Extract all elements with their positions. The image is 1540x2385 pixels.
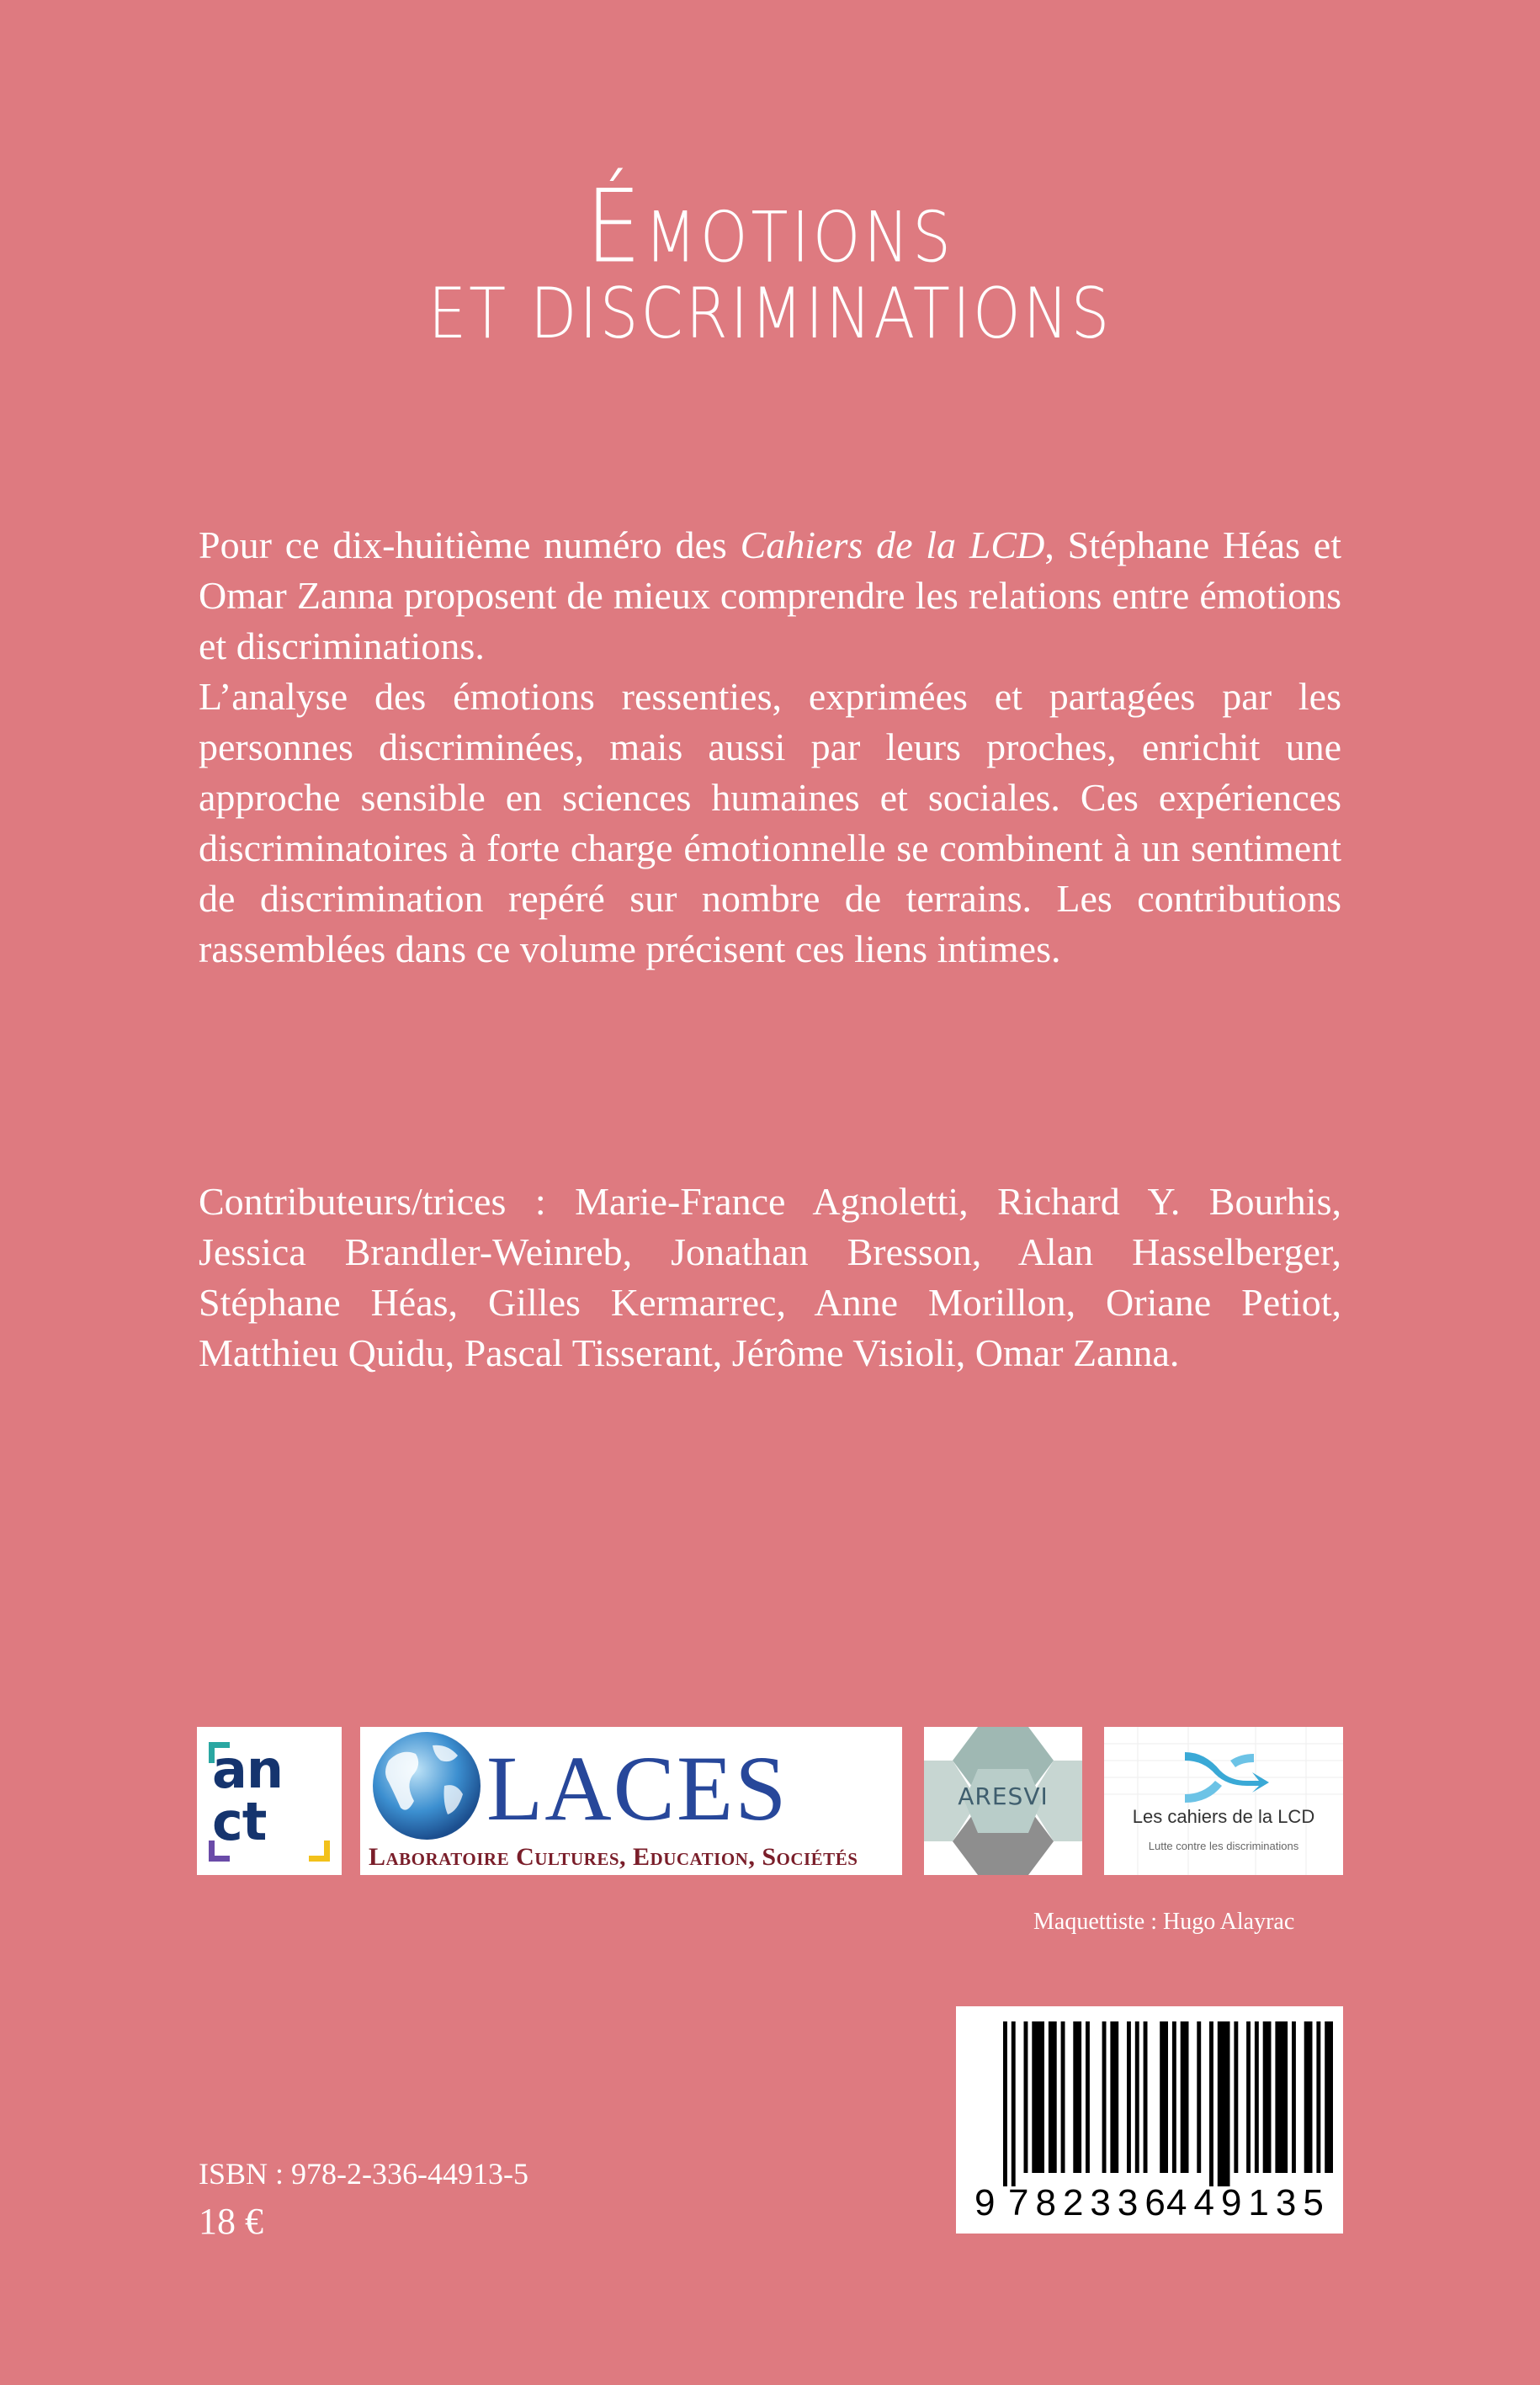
barcode-bar [1049, 2021, 1057, 2173]
anct-line-1: an [212, 1739, 283, 1800]
barcode-bar [1032, 2021, 1044, 2173]
barcode-bar [1160, 2021, 1168, 2173]
barcode-bar [1263, 2021, 1272, 2173]
barcode-bar [1181, 2021, 1189, 2173]
barcode-bar [1209, 2021, 1213, 2186]
summary-p1-end: , Stéphane Héas et Omar Zanna proposent de mieux comprendre les relations entre émotions et discriminations. [199, 523, 1341, 667]
barcode-bar [1086, 2021, 1090, 2173]
barcode-bar [1255, 2021, 1259, 2173]
barcode-digit-group-1: 782336 [1008, 2182, 1172, 2223]
laces-name: LACES [486, 1737, 789, 1840]
laces-subtitle: Laboratoire Cultures, Education, Sociétés [369, 1843, 858, 1871]
maquettiste-credit: Maquettiste : Hugo Alayrac [1033, 1909, 1295, 1935]
summary-p1-start: Pour ce dix-huitième numéro des [199, 523, 741, 566]
barcode-bar [1127, 2021, 1131, 2173]
aresvi-logo [924, 1727, 1082, 1875]
partner-logos [0, 1727, 1540, 1875]
barcode-bar [1110, 2021, 1118, 2173]
barcode-digit-group-2: 449135 [1166, 2182, 1330, 2223]
isbn: ISBN : 978-2-336-44913-5 [199, 2157, 528, 2191]
title-line-2: ET DISCRIMINATIONS [427, 272, 1113, 354]
barcode-bar [1024, 2021, 1028, 2173]
barcode-bar [1197, 2021, 1201, 2173]
barcode-bar [1316, 2021, 1320, 2173]
barcode-bar [1234, 2021, 1238, 2173]
summary-text [199, 520, 1341, 975]
anct-line-2: ct [212, 1791, 267, 1852]
barcode-bar [1144, 2021, 1148, 2173]
barcode-digit-first: 9 [974, 2182, 996, 2223]
lcd-title: Les cahiers de la LCD [1132, 1806, 1315, 1827]
barcode-bar [1172, 2021, 1176, 2173]
lcd-arrows-icon [1104, 1727, 1343, 1875]
contributors-list: Contributeurs/trices : Marie-France Agnoletti, Richard Y. Bourhis, Jessica Brandler-Weinreb, Jonathan Bresson, Alan Hasselberger, Stéphane Héas, Gilles Kermarrec, Anne Morillon, Oriane Petiot, Matthieu Quidu, Pascal Tisserant, Jérôme Visioli, Omar Zanna. [199, 1180, 1341, 1374]
title-initial: É [586, 167, 645, 286]
barcode-bar [1003, 2021, 1007, 2186]
barcode-bar [1102, 2021, 1107, 2173]
barcode-bar [1246, 2021, 1251, 2173]
anct-logo-text [212, 1739, 330, 1852]
title-line-1 [0, 167, 1540, 285]
barcode-bar [1012, 2021, 1016, 2186]
summary-paragraph-2: L’analyse des émotions ressenties, exprimées et partagées par les personnes discriminées, mais aussi par leurs proches, enrichit une approche sensible en sciences humaines et sociales. Ces expériences discriminatoires à forte charge émotionnelle se combinent à un sentiment de discrimination repéré sur nombre de terrains. Les contributions rassemblées dans ce volume précisent ces liens intimes. [199, 675, 1341, 970]
barcode-bar [1073, 2021, 1081, 2173]
series-title-italic: Cahiers de la LCD [740, 523, 1045, 566]
barcode-bar [1325, 2021, 1333, 2173]
barcode-bar [1275, 2021, 1288, 2173]
globe-icon [364, 1727, 490, 1845]
laces-logo [360, 1727, 902, 1875]
barcode-bars [956, 2006, 1343, 2234]
barcode-bar [1304, 2021, 1313, 2173]
barcode-bar [1218, 2021, 1230, 2186]
barcode-bar [1135, 2021, 1139, 2173]
barcode [956, 2006, 1343, 2234]
title-line-1-rest: MOTIONS [644, 196, 954, 278]
contributors-text [199, 1177, 1341, 1378]
barcode-bar [1061, 2021, 1065, 2173]
summary-paragraph-1 [199, 520, 1341, 672]
aresvi-name: ARESVI [958, 1782, 1049, 1810]
lcd-logo [1104, 1727, 1343, 1875]
anct-logo [197, 1727, 342, 1875]
price: 18 € [199, 2201, 263, 2242]
barcode-bar [1292, 2021, 1296, 2173]
lcd-subtitle: Lutte contre les discriminations [1148, 1840, 1299, 1852]
